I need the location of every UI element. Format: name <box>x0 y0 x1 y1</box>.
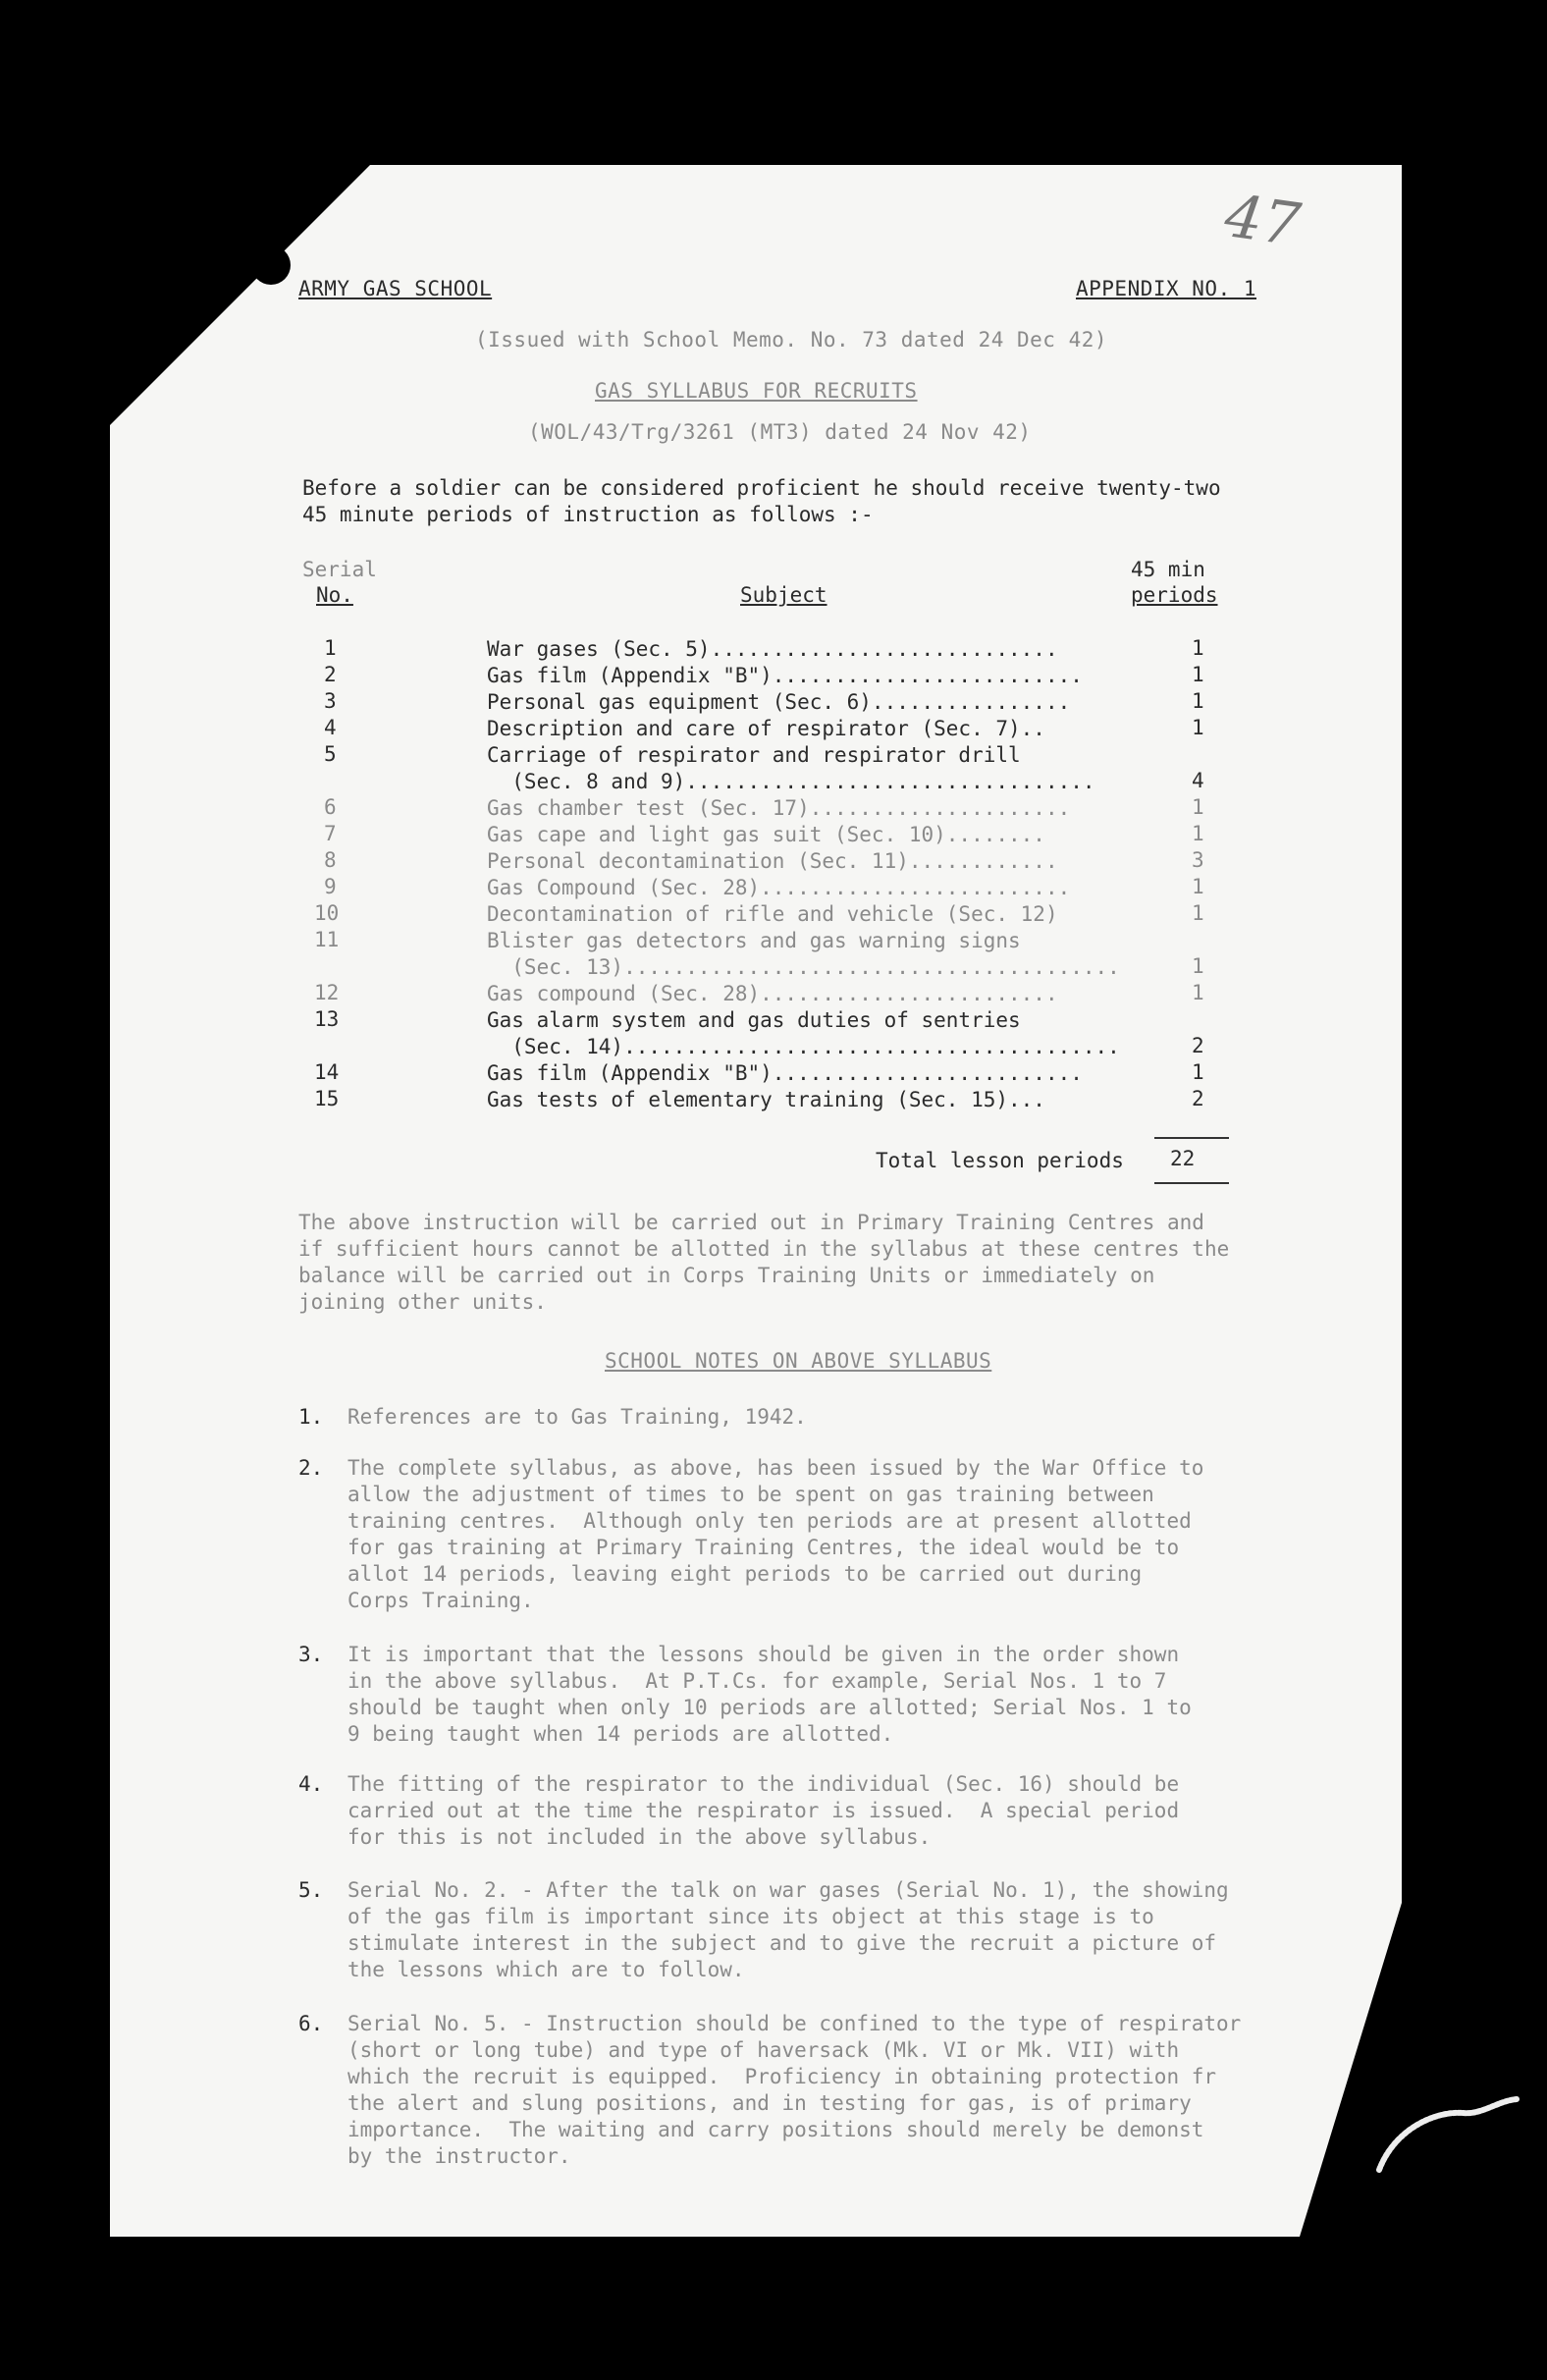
row-periods: 1 <box>1192 822 1204 845</box>
row-periods: 1 <box>1192 663 1204 686</box>
row-serial: 13 <box>314 1007 340 1031</box>
row-subject: Gas film (Appendix "B")......................... <box>487 664 1083 687</box>
col-periods-line2: periods <box>1131 583 1218 607</box>
document-title: GAS SYLLABUS FOR RECRUITS <box>595 379 918 403</box>
row-periods: 1 <box>1192 875 1204 898</box>
note-text: It is important that the lessons should be given in the order shown in the above syllabus. At P.T.Cs. for example, Serial Nos. 1 to 7 should be taught when only 10 periods are allotted; Serial Nos. 1 to 9 being taught when 14 periods are allotted. <box>347 1643 1192 1746</box>
row-subject: Gas tests of elementary training (Sec. 15)... <box>487 1088 1045 1111</box>
row-periods: 1 <box>1192 981 1204 1004</box>
row-serial: 1 <box>324 636 337 660</box>
row-periods: 3 <box>1192 848 1204 872</box>
row-periods: 1 <box>1192 954 1204 978</box>
row-periods: 1 <box>1192 636 1204 660</box>
school-name: ARMY GAS SCHOOL <box>298 277 493 300</box>
row-serial: 10 <box>314 901 340 925</box>
row-periods: 4 <box>1192 769 1204 792</box>
note-text: The complete syllabus, as above, has been issued by the War Office to allow the adjustment of times to be spent on gas training between training centres. Although only ten periods are at present allotted for gas training at Primary Training Centres, the ideal would be to allot 14 periods, leaving eight periods to be carried out during Corps Training. <box>347 1456 1204 1612</box>
handwritten-page-number: 47 <box>1220 182 1305 260</box>
row-serial: 4 <box>324 716 337 739</box>
row-subject: Blister gas detectors and gas warning signs (Sec. 13)........................................ <box>487 929 1120 979</box>
row-periods: 2 <box>1192 1087 1204 1110</box>
row-serial: 9 <box>324 875 337 898</box>
row-serial: 2 <box>324 663 337 686</box>
punch-hole <box>251 245 291 285</box>
row-subject: Decontamination of rifle and vehicle (Sec. 12) <box>487 902 1058 926</box>
row-serial: 7 <box>324 822 337 845</box>
total-label: Total lesson periods <box>876 1149 1124 1172</box>
row-subject: Description and care of respirator (Sec. 7).. <box>487 717 1045 740</box>
note-text: References are to Gas Training, 1942. <box>347 1405 807 1429</box>
note-number: 4. <box>298 1772 324 1796</box>
row-periods: 1 <box>1192 716 1204 739</box>
row-periods: 2 <box>1192 1034 1204 1057</box>
row-subject: Gas film (Appendix "B")......................... <box>487 1061 1083 1085</box>
total-value: 22 <box>1170 1147 1196 1170</box>
row-subject: Carriage of respirator and respirator drill (Sec. 8 and 9)................................. <box>487 743 1095 793</box>
row-serial: 15 <box>314 1087 340 1110</box>
row-serial: 3 <box>324 689 337 713</box>
appendix-number: APPENDIX NO. 1 <box>1076 277 1257 300</box>
row-periods: 1 <box>1192 689 1204 713</box>
note-number: 6. <box>298 2012 324 2035</box>
col-serial-line1: Serial <box>302 558 377 581</box>
row-periods: 1 <box>1192 1060 1204 1084</box>
row-subject: Personal decontamination (Sec. 11)............ <box>487 849 1058 873</box>
torn-paper-fragment <box>1374 2091 1521 2180</box>
row-subject: War gases (Sec. 5)............................ <box>487 637 1058 661</box>
row-periods: 1 <box>1192 901 1204 925</box>
note-text: Serial No. 5. - Instruction should be confined to the type of respirator (short or long tube) and type of haversack (Mk. VI or Mk. VII) with which the recruit is equipped. Proficiency in obtaining protection fr the alert and slung positions, and in testing for gas, is of primary importance. The waiting and carry positions should merely be demonst by the instructor. <box>347 2012 1242 2168</box>
note-text: Serial No. 2. - After the talk on war gases (Serial No. 1), the showing of the gas film is important since its object at this stage is to stimulate interest in the subject and to give the recruit a picture of the lessons which are to follow. <box>347 1878 1229 1981</box>
row-subject: Gas chamber test (Sec. 17)..................... <box>487 796 1071 820</box>
notes-title: SCHOOL NOTES ON ABOVE SYLLABUS <box>605 1349 992 1373</box>
note-number: 5. <box>298 1878 324 1902</box>
row-subject: Gas alarm system and gas duties of sentries (Sec. 14)........................................ <box>487 1008 1120 1058</box>
row-serial: 14 <box>314 1060 340 1084</box>
row-subject: Gas compound (Sec. 28)........................ <box>487 982 1058 1005</box>
row-serial: 12 <box>314 981 340 1004</box>
row-serial: 11 <box>314 928 340 951</box>
row-subject: Personal gas equipment (Sec. 6)................ <box>487 690 1071 714</box>
note-number: 3. <box>298 1643 324 1666</box>
row-serial: 6 <box>324 795 337 819</box>
intro-paragraph: Before a soldier can be considered proficient he should receive twenty-two 45 minute periods of instruction as follows :- <box>302 476 1221 526</box>
row-subject: Gas cape and light gas suit (Sec. 10)........ <box>487 823 1045 846</box>
note-text: The fitting of the respirator to the individual (Sec. 16) should be carried out at the time the respirator is issued. A special period for this is not included in the above syllabus. <box>347 1772 1180 1849</box>
row-subject: Gas Compound (Sec. 28)......................... <box>487 876 1071 899</box>
row-periods: 1 <box>1192 795 1204 819</box>
note-number: 2. <box>298 1456 324 1480</box>
total-rule-top <box>1154 1137 1229 1139</box>
reference-line: (WOL/43/Trg/3261 (MT3) dated 24 Nov 42) <box>528 420 1032 444</box>
total-rule-bottom <box>1154 1182 1229 1184</box>
after-table-paragraph: The above instruction will be carried out in Primary Training Centres and if sufficient hours cannot be allotted in the syllabus at these centres the balance will be carried out in Corps Training Units or immediately on joining other units. <box>298 1211 1230 1314</box>
issued-note: (Issued with School Memo. No. 73 dated 24 Dec 42) <box>475 328 1108 352</box>
col-subject: Subject <box>740 583 827 607</box>
note-number: 1. <box>298 1405 324 1429</box>
row-serial: 8 <box>324 848 337 872</box>
col-periods-line1: 45 min <box>1131 558 1205 581</box>
col-serial-line2: No. <box>316 583 353 607</box>
row-serial: 5 <box>324 742 337 766</box>
